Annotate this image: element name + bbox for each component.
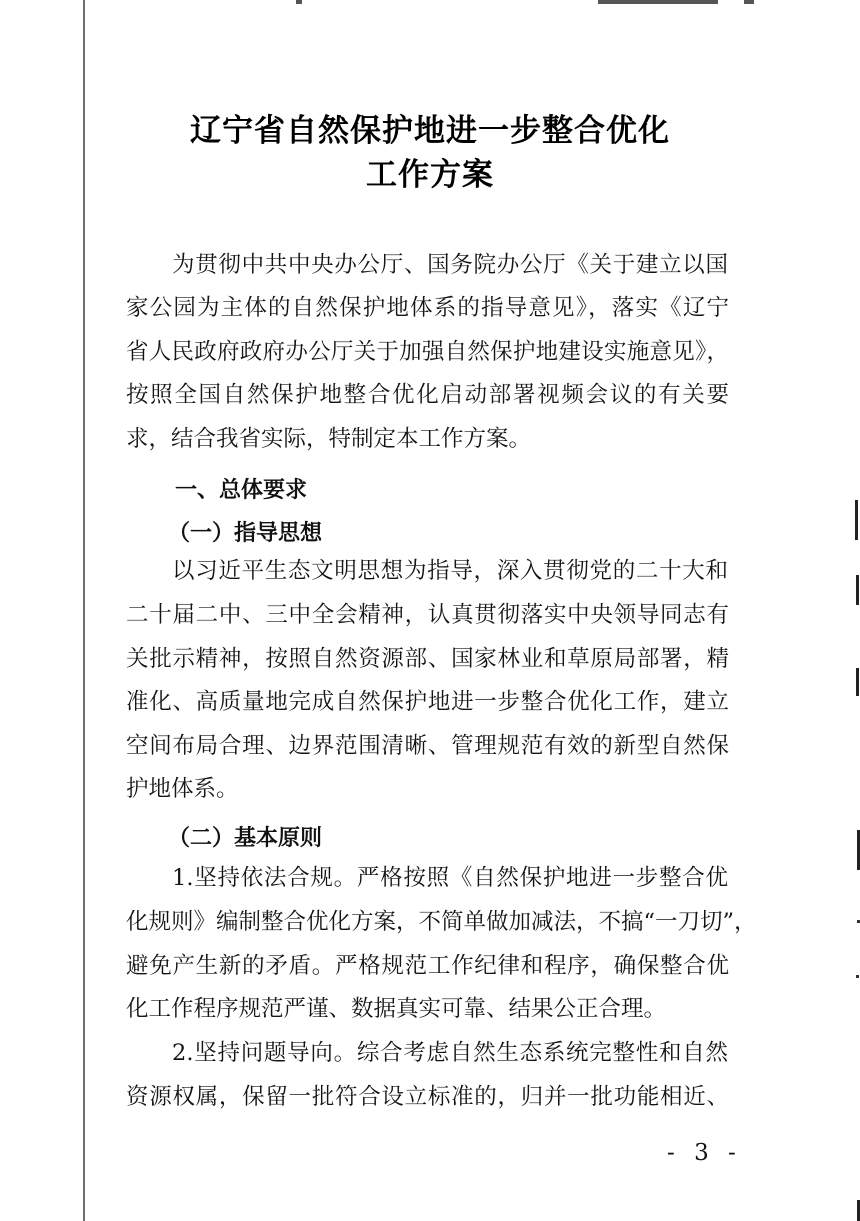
principle-line: 资源权属，保留一批符合设立标准的，归并一批功能相近、: [126, 1084, 729, 1110]
page-number: - 3 -: [667, 1140, 742, 1166]
principle-line: 化工作程序规范严谨、数据真实可靠、结果公正合理。: [126, 996, 667, 1022]
subsection-heading: （一）指导思想: [168, 521, 323, 546]
intro-line: 家公园为主体的自然保护地体系的指导意见》，落实《辽宁: [126, 295, 729, 321]
guiding-line: 护地体系。: [126, 776, 239, 802]
subsection-heading: （二）基本原则: [168, 826, 323, 851]
guiding-line: 关批示精神，按照自然资源部、国家林业和草原局部署，精: [126, 646, 729, 672]
scan-edge-mark: [856, 975, 859, 978]
scan-left-border: [83, 0, 85, 1221]
guiding-line: 空间布局合理、边界范围清晰、管理规范有效的新型自然保: [126, 733, 729, 759]
scan-top-mark: [598, 0, 718, 4]
guiding-line: 二十届二中、三中全会精神，认真贯彻落实中央领导同志有: [126, 602, 729, 628]
intro-line: 求，结合我省实际，特制定本工作方案。: [126, 426, 532, 452]
intro-line: 省人民政府政府办公厅关于加强自然保护地建设实施意见》，: [126, 339, 729, 365]
document-title-line-1: 辽宁省自然保护地进一步整合优化: [190, 113, 670, 149]
scan-top-mark: [296, 0, 302, 4]
guiding-line: 以习近平生态文明思想为指导，深入贯彻党的二十大和: [172, 558, 728, 584]
intro-line: 按照全国自然保护地整合优化启动部署视频会议的有关要: [126, 382, 729, 408]
scan-top-mark: [744, 0, 754, 4]
scan-edge-mark: [855, 500, 858, 540]
scan-edge-mark: [856, 668, 859, 696]
principle-line: 化规则》编制整合优化方案，不简单做加减法，不搞“一刀切”，: [126, 909, 757, 935]
guiding-line: 准化、高质量地完成自然保护地进一步整合优化工作，建立: [126, 689, 729, 715]
intro-line: 为贯彻中共中央办公厅、国务院办公厅《关于建立以国: [172, 252, 728, 278]
document-title-line-2: 工作方案: [366, 157, 494, 193]
scan-edge-mark: [856, 575, 859, 605]
principle-line: 1.坚持依法合规。严格按照《自然保护地进一步整合优: [172, 865, 728, 891]
principle-line: 2.坚持问题导向。综合考虑自然生态系统完整性和自然: [172, 1040, 728, 1066]
principle-line: 避免产生新的矛盾。严格规范工作纪律和程序，确保整合优: [126, 953, 729, 979]
section-heading: 一、总体要求: [175, 478, 308, 503]
